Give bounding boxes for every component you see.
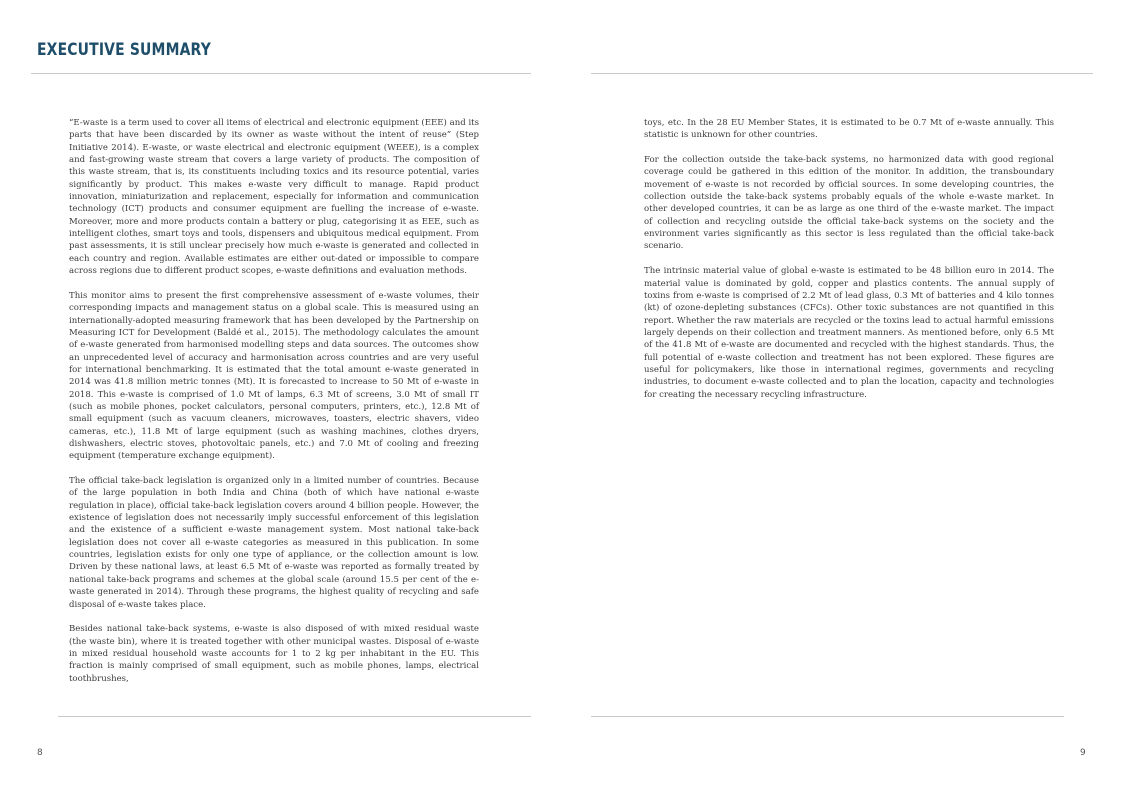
- paragraph: The official take-back legislation is organized only in a limited number of countries. Because of the large population in both India and China (both of which have national e-waste regulation in place), official take-back legislation covers around 4 billion people. However, the existence of legislation does not necessarily imply successful enforcement of this legislation and the existence of a sufficient e-waste management system. Most national take-back legislation does not cover all e-waste categories as measured in this publication. In some countries, legislation exists for only one type of appliance, or the collection amount is low. Driven by these national laws, at least 6.5 Mt of e-waste was reported as formally treated by national take-back programs and schemes at the global scale (around 15.5 per cent of the e-waste generated in 2014). Through these programs, the highest quality of recycling and safe disposal of e-waste takes place.: [69, 476, 479, 610]
- paragraph: Besides national take-back systems, e-waste is also disposed of with mixed residual waste (the waste bin), where it is treated together with other municipal wastes. Disposal of e-waste in mixed residual household waste accounts for 1 to 2 kg per inhabitant in the EU. This fraction is mainly comprised of small equipment, such as mobile phones, lamps, electrical toothbrushes,: [69, 624, 479, 684]
- right-page: [561, 0, 1122, 793]
- footer-divider: [591, 716, 1064, 717]
- paragraph: toys, etc. In the 28 EU Member States, it is estimated to be 0.7 Mt of e-waste annually. This statistic is unknown for other countries.: [644, 118, 1054, 141]
- paragraph: For the collection outside the take-back systems, no harmonized data with good regional coverage could be gathered in this edition of the monitor. In addition, the transboundary movement of e-waste is not recorded by official sources. In some developing countries, the collection outside the take-back systems probably equals of the whole e-waste market. In other developed countries, it can be as large as one third of the e-waste market. The impact of collection and recycling outside the official take-back systems on the society and the environment varies significantly as this sector is less regulated than the official take-back scenario.: [644, 155, 1054, 252]
- left-column: [69, 117, 479, 697]
- page-title: EXECUTIVE SUMMARY: [37, 40, 211, 60]
- paragraph: “E-waste is a term used to cover all items of electrical and electronic equipment (EEE) and its parts that have been discarded by its owner as waste without the intent of reuse” (Step Initiative 2014). E-waste, or waste electrical and electronic equipment (WEEE), is a complex and fast-growing waste stream that covers a large variety of products. The composition of this waste stream, that is, its constituents including toxics and its resource potential, varies significantly by product. This makes e-waste very difficult to manage. Rapid product innovation, miniaturization and replacement, especially for information and communication technology (ICT) products and consumer equipment are fuelling the increase of e-waste. Moreover, more and more products contain a battery or plug, categorising it as EEE, such as intelligent clothes, smart toys and tools, dispensers and ubiquitous medical equipment. From past assessments, it is still unclear precisely how much e-waste is generated and collected in each country and region. Available estimates are either out-dated or impossible to compare across regions due to different product scopes, e-waste definitions and evaluation methods.: [69, 118, 479, 277]
- paragraph: This monitor aims to present the first comprehensive assessment of e-waste volumes, their corresponding impacts and management status on a global scale. This is measured using an internationally-adopted measuring framework that has been developed by the Partnership on Measuring ICT for Development (Baldé et al., 2015). The methodology calculates the amount of e-waste generated from harmonised modelling steps and data sources. The outcomes show an unprecedented level of accuracy and harmonisation across countries and are very useful for international benchmarking. It is estimated that the total amount e-waste generated in 2014 was 41.8 million metric tonnes (Mt). It is forecasted to increase to 50 Mt of e-waste in 2018. This e-waste is comprised of 1.0 Mt of lamps, 6.3 Mt of screens, 3.0 Mt of small IT (such as mobile phones, pocket calculators, personal computers, printers, etc.), 12.8 Mt of small equipment (such as vacuum cleaners, microwaves, toasters, electric shavers, video cameras, etc.), 11.8 Mt of large equipment (such as washing machines, clothes dryers, dishwashers, electric stoves, photovoltaic panels, etc.) and 7.0 Mt of cooling and freezing equipment (temperature exchange equipment).: [69, 290, 479, 462]
- right-column: [644, 117, 1054, 413]
- footer-divider: [58, 716, 531, 717]
- page-number: 8: [37, 748, 43, 758]
- header-divider: [31, 73, 531, 74]
- paragraph: The intrinsic material value of global e-waste is estimated to be 48 billion euro in 2014. The material value is dominated by gold, copper and plastics contents. The annual supply of toxins from e-waste is comprised of 2.2 Mt of lead glass, 0.3 Mt of batteries and 4 kilo tonnes (kt) of ozone-depleting substances (CFCs). Other toxic substances are not quantified in this report. Whether the raw materials are recycled or the toxins lead to actual harmful emissions largely depends on their collection and treatment manners. As mentioned before, only 6.5 Mt of the 41.8 Mt of e-waste are documented and recycled with the highest standards. Thus, the full potential of e-waste collection and treatment has not been explored. These figures are useful for policymakers, like those in international regimes, governments and recycling industries, to document e-waste collected and to plan the location, capacity and technologies for creating the necessary recycling infrastructure.: [644, 266, 1054, 400]
- header-divider: [591, 73, 1093, 74]
- page-number: 9: [1080, 748, 1086, 758]
